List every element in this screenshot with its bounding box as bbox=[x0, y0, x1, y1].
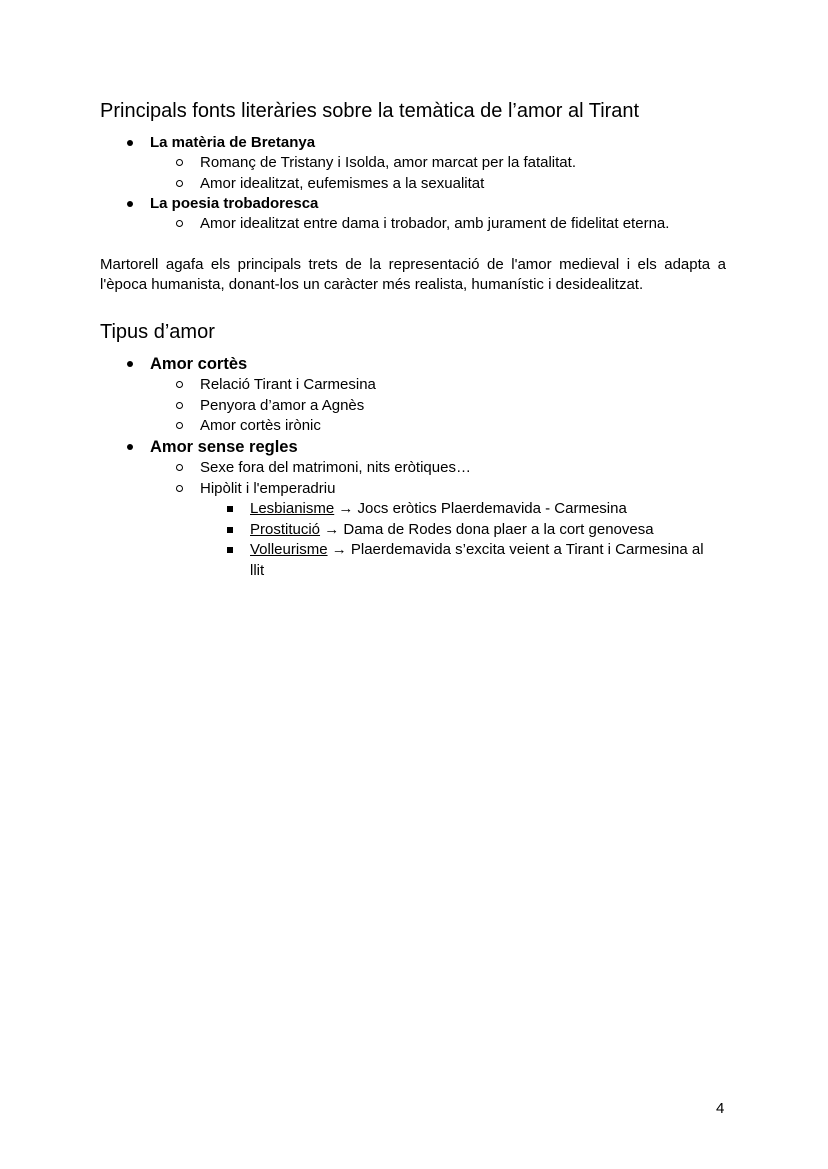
sub-sub-item bbox=[250, 520, 654, 540]
bullet-square-icon bbox=[227, 527, 233, 533]
sub-sub-item-text: → Jocs eròtics Plaerdemavida - Carmesina bbox=[334, 500, 627, 517]
list-item-amor-cortes bbox=[150, 354, 247, 374]
sub-item-text: Sexe fora del matrimoni, nits eròtiques… bbox=[200, 459, 471, 476]
bullet-circle-icon bbox=[176, 180, 183, 187]
sub-item bbox=[200, 153, 576, 173]
list-item-label: Amor sense regles bbox=[150, 438, 298, 456]
sub-item-text: Romanç de Tristany i Isolda, amor marcat per la fatalitat. bbox=[200, 154, 576, 171]
sub-sub-item-text: → Dama de Rodes dona plaer a la cort genovesa bbox=[320, 521, 654, 538]
sub-sub-item-text: → Plaerdemavida s’excita veient a Tirant i Carmesina al bbox=[327, 541, 704, 558]
sub-sub-item-continuation: llit bbox=[250, 562, 265, 579]
sub-item-text: Amor idealitzat, eufemismes a la sexualitat bbox=[200, 175, 485, 192]
bullet-circle-icon bbox=[176, 422, 183, 429]
list-item-poesia-trobadoresca bbox=[150, 194, 318, 214]
list-item-materia-bretanya bbox=[150, 133, 315, 153]
section-heading-tipus: Tipus d’amor bbox=[100, 321, 215, 343]
bullet-dot-icon bbox=[127, 361, 133, 367]
page-number: 4 bbox=[716, 1100, 725, 1117]
bullet-circle-icon bbox=[176, 220, 183, 227]
sub-item-text: Hipòlit i l'emperadriu bbox=[200, 480, 336, 497]
sub-item-text: Amor idealitzat entre dama i trobador, amb jurament de fidelitat eterna. bbox=[200, 215, 670, 232]
sub-item-text: Relació Tirant i Carmesina bbox=[200, 376, 376, 393]
bullet-circle-icon bbox=[176, 381, 183, 388]
sub-item-text: Amor cortès irònic bbox=[200, 417, 321, 434]
bullet-circle-icon bbox=[176, 464, 183, 471]
bullet-square-icon bbox=[227, 506, 233, 512]
list-item-label: La poesia trobadoresca bbox=[150, 195, 319, 212]
list-item-label: La matèria de Bretanya bbox=[150, 134, 316, 151]
bullet-dot-icon bbox=[127, 140, 133, 146]
sub-item-text: Penyora d’amor a Agnès bbox=[200, 397, 365, 414]
body-paragraph: Martorell agafa els principals trets de la representació de l'amor medieval i els adapta a l'època humanista, donant-los un caràcter més realista, humanístic i desidealitzat. bbox=[100, 256, 726, 293]
list-item-amor-sense-regles bbox=[150, 437, 298, 457]
sub-item bbox=[200, 174, 484, 194]
sub-item bbox=[200, 214, 669, 234]
sub-item bbox=[200, 375, 376, 395]
bullet-dot-icon bbox=[127, 444, 133, 450]
sub-sub-item bbox=[250, 499, 627, 519]
bullet-dot-icon bbox=[127, 201, 133, 207]
sub-item bbox=[200, 458, 471, 478]
term-underlined: Lesbianisme bbox=[250, 500, 335, 517]
bullet-circle-icon bbox=[176, 159, 183, 166]
bullet-circle-icon bbox=[176, 402, 183, 409]
term-underlined: Volleurisme bbox=[250, 541, 328, 558]
bullet-square-icon bbox=[227, 547, 233, 553]
sub-sub-item bbox=[250, 540, 704, 560]
term-underlined: Prostitució bbox=[250, 521, 321, 538]
sub-item bbox=[200, 416, 321, 436]
sub-item bbox=[200, 396, 364, 416]
bullet-circle-icon bbox=[176, 485, 183, 492]
sub-item bbox=[200, 479, 335, 499]
list-item-label: Amor cortès bbox=[150, 355, 248, 373]
section-heading-fonts: Principals fonts literàries sobre la temàtica de l’amor al Tirant bbox=[100, 100, 640, 122]
